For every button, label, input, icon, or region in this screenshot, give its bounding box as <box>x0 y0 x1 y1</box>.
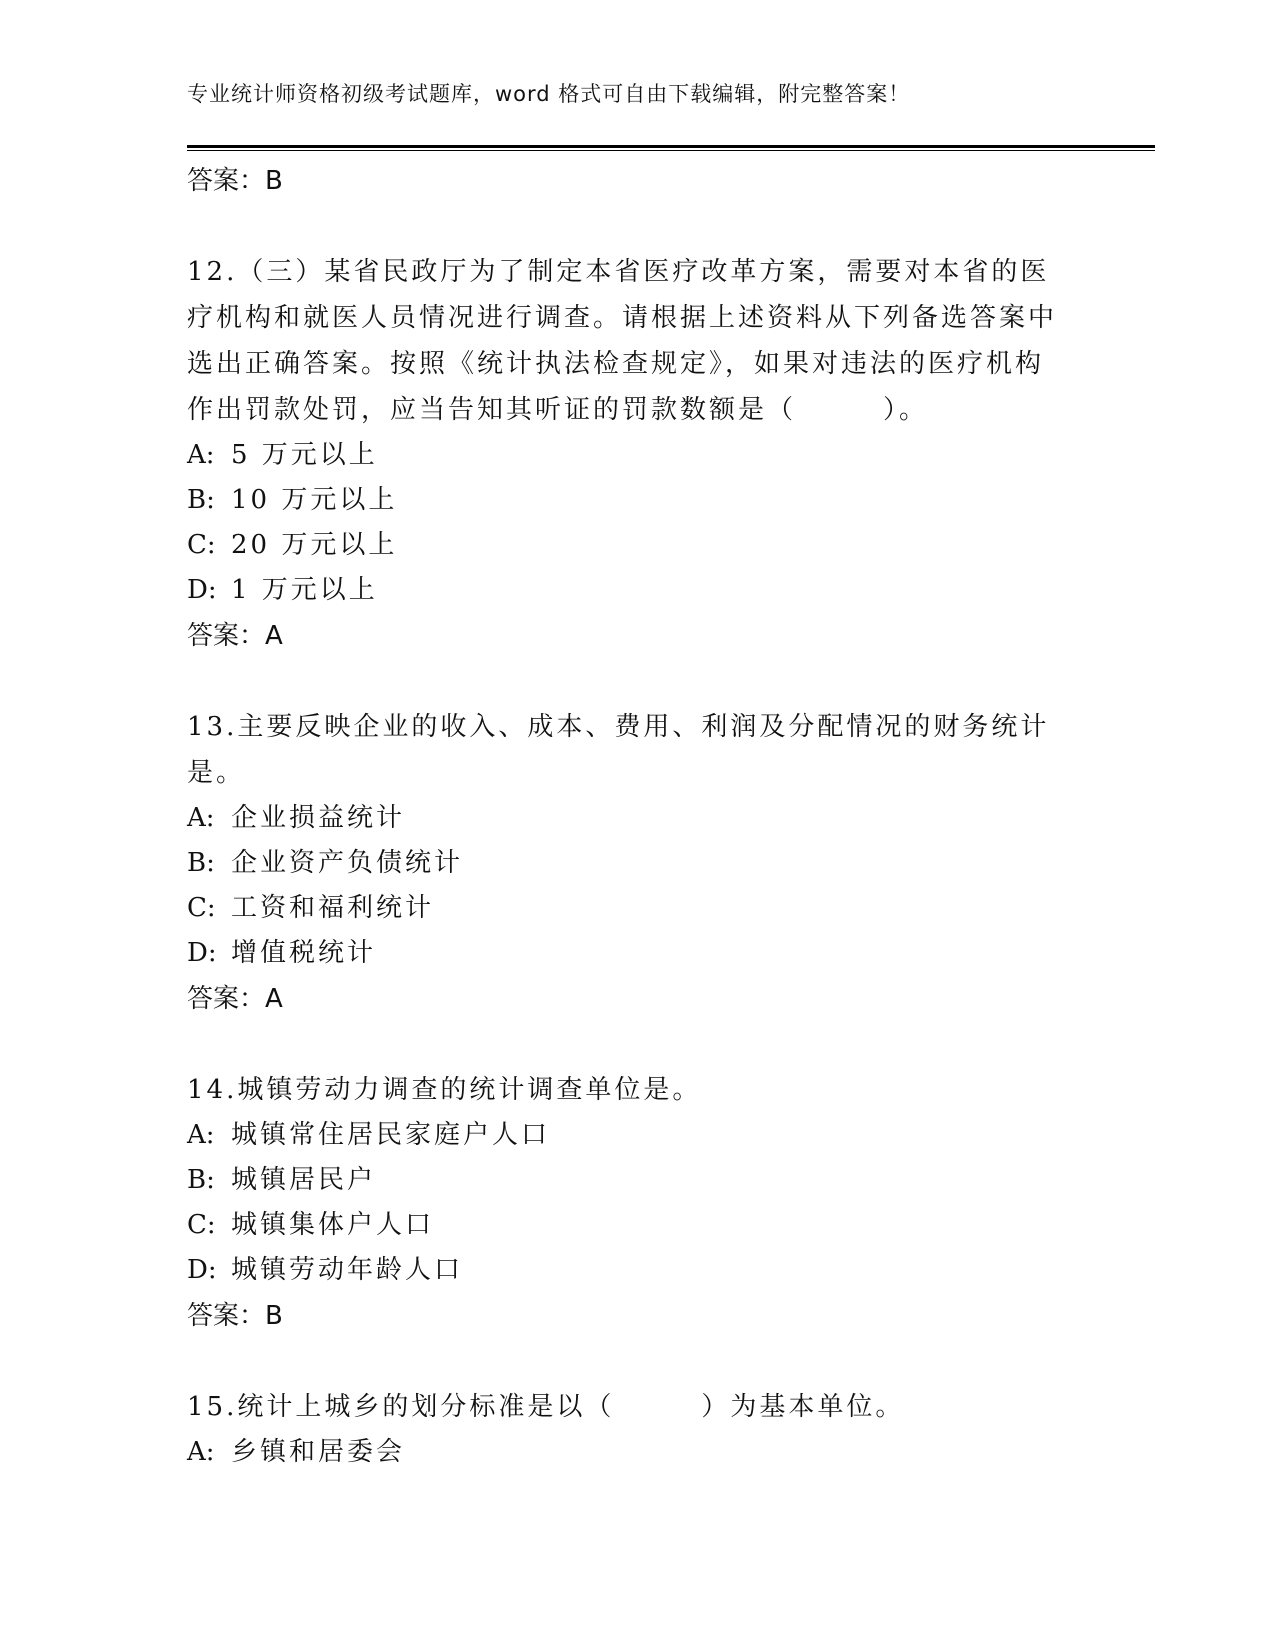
spacer <box>187 1022 1087 1067</box>
document-header: 专业统计师资格初级考试题库，word 格式可自由下载编辑，附完整答案！ <box>187 82 911 106</box>
answer-line: 答案：B <box>187 1301 283 1331</box>
option-text: 企业损益统计 <box>231 803 406 833</box>
option-b <box>187 1158 1087 1203</box>
answer-line: 答案：A <box>187 984 283 1014</box>
option-text: 城镇劳动年龄人口 <box>231 1255 464 1285</box>
option-a <box>187 796 1087 841</box>
option-text: 1 万元以上 <box>231 575 378 605</box>
option-letter: A: <box>187 1120 215 1150</box>
option-a <box>187 1113 1087 1158</box>
option-b <box>187 841 1087 886</box>
option-c <box>187 1203 1087 1248</box>
document-body <box>187 158 1087 1475</box>
option-text: 城镇集体户人口 <box>231 1210 435 1240</box>
spacer <box>187 659 1087 704</box>
option-letter: C: <box>187 530 216 560</box>
option-c <box>187 886 1087 931</box>
option-letter: A: <box>187 440 215 470</box>
option-letter: B: <box>187 485 215 515</box>
option-letter: B: <box>187 1165 215 1195</box>
spacer <box>187 204 1087 249</box>
option-text: 企业资产负债统计 <box>231 848 464 878</box>
option-letter: D: <box>187 1255 217 1285</box>
answer-line: 答案：A <box>187 621 283 651</box>
option-text: 城镇居民户 <box>231 1165 377 1195</box>
question-block-15 <box>187 1384 1087 1475</box>
option-letter: C: <box>187 1210 216 1240</box>
question-text: 14.城镇劳动力调查的统计调查单位是。 <box>187 1075 702 1105</box>
option-text: 5 万元以上 <box>231 440 378 470</box>
option-d <box>187 568 1087 613</box>
option-letter: D: <box>187 575 217 605</box>
option-text: 20 万元以上 <box>231 530 398 560</box>
option-text: 工资和福利统计 <box>231 893 435 923</box>
option-letter: B: <box>187 848 215 878</box>
question-block-13 <box>187 704 1087 1022</box>
option-a <box>187 1430 1087 1475</box>
option-text: 城镇常住居民家庭户人口 <box>231 1120 551 1150</box>
option-a <box>187 433 1087 478</box>
option-c <box>187 523 1087 568</box>
spacer <box>187 1339 1087 1384</box>
question-text: 12.（三）某省民政厅为了制定本省医疗改革方案，需要对本省的医疗机构和就医人员情况进行调查。请根据上述资料从下列备选答案中选出正确答案。按照《统计执法检查规定》，如果对违法的医疗机构作出罚款处罚，应当告知其听证的罚款数额是（ ）。 <box>187 257 1058 425</box>
option-letter: A: <box>187 1437 215 1467</box>
option-text: 10 万元以上 <box>231 485 398 515</box>
question-text: 13.主要反映企业的收入、成本、费用、利润及分配情况的财务统计是。 <box>187 712 1050 788</box>
option-letter: C: <box>187 893 216 923</box>
option-d <box>187 931 1087 976</box>
option-b <box>187 478 1087 523</box>
question-text: 15.统计上城乡的划分标准是以（ ）为基本单位。 <box>187 1392 905 1422</box>
option-letter: A: <box>187 803 215 833</box>
option-text: 增值税统计 <box>231 938 377 968</box>
question-block-12 <box>187 249 1087 659</box>
option-letter: D: <box>187 938 217 968</box>
question-block-14 <box>187 1067 1087 1339</box>
option-d <box>187 1248 1087 1293</box>
answer-line: 答案：B <box>187 166 283 196</box>
header-divider <box>187 145 1155 151</box>
option-text: 乡镇和居委会 <box>231 1437 406 1467</box>
